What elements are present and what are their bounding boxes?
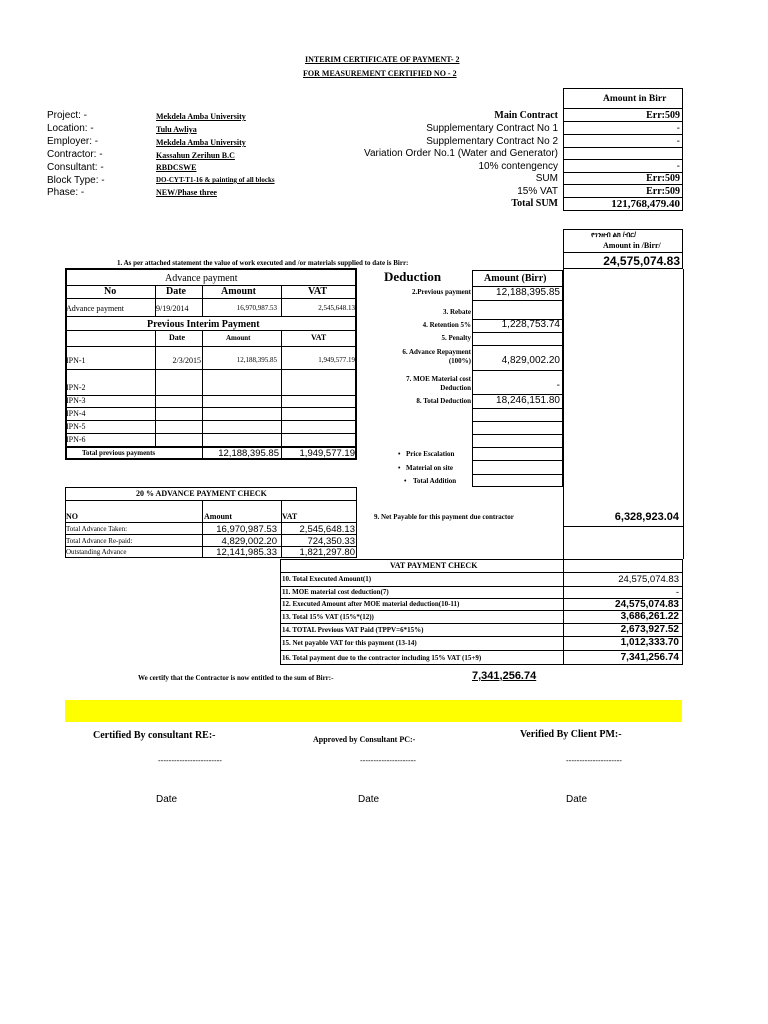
retention-label: 4. Retention 5% [422,321,471,329]
vat-row-12-value: 24,575,074.83 [615,599,679,610]
total-sum-value: 121,768,479.40 [611,198,680,210]
header-vat: VAT [308,286,328,297]
supplementary-1-value: - [676,123,680,134]
executed-amount-value: 24,575,074.83 [603,254,680,268]
price-escalation-label: Price Escalation [406,450,455,458]
rebate-label: 3. Rebate [443,308,471,316]
penalty-label: 5. Penalty [441,334,471,342]
advance-repaid-vat: 724,350.33 [307,536,355,547]
info-value-consultant: RBDCSWE [156,163,197,172]
outstanding-advance-amount: 12,141,985.33 [216,547,277,558]
info-label-consultant: Consultant: - [47,162,104,173]
net-payable-value: 6,328,923.04 [614,511,679,523]
info-value-employer: Mekdela Amba University [156,138,246,147]
supplementary-2-label: Supplementary Contract No 2 [426,136,558,147]
moe-material-value: - [556,380,560,391]
advance-taken-amount: 16,970,987.53 [216,524,277,535]
vat-row-10-label: 10. Total Executed Amount(1) [282,575,372,583]
ipn-3-no: IPN-3 [66,396,86,405]
previous-payment-value: 12,188,395.85 [496,287,560,298]
approved-by-date: Date [358,794,380,805]
verified-by-date: Date [566,794,588,805]
approved-by-title: Approved by Consultant PC:- [313,735,416,744]
price-escalation-bullet: • [398,450,401,458]
info-value-phase: NEW/Phase three [156,188,217,197]
vat-row-12-label: 12. Executed Amount after MOE material deduction(10-11) [282,600,460,608]
contingency-label: 10% contengency [478,161,558,172]
info-label-block-type: Block Type: - [47,175,105,186]
main-contract-value: Err:509 [646,110,680,121]
ipn-2-no: IPN-2 [66,383,86,392]
vat-row-11-value: - [675,587,679,598]
ipn-1-date: 2/3/2015 [172,356,201,365]
advance-repayment-value: 4,829,002.20 [501,355,560,366]
prev-header-vat: VAT [311,333,327,342]
material-on-site-bullet: • [398,464,401,472]
prev-header-date: Date [169,333,185,342]
vat-value: Err:509 [646,186,680,197]
previous-payment-label: 2.Previous payment [412,288,471,296]
total-previous-label: Total previous payments [82,449,156,457]
advance-row-amount: 16,970,987.53 [236,304,277,312]
highlight-band [65,700,682,722]
total-previous-amount: 12,188,395.85 [218,448,279,459]
total-previous-vat: 1,949,577.19 [299,448,355,459]
info-value-block-type: DO-CYT-T1-16 & painting of all blocks [156,176,275,184]
sum-label: SUM [535,173,558,184]
vat-row-11-label: 11. MOE material cost deduction(7) [282,588,389,596]
ipn-4-no: IPN-4 [66,409,86,418]
vat-row-14-value: 2,673,927.52 [620,624,679,635]
page-subtitle: FOR MEASUREMENT CERTIFIED NO - 2 [303,69,457,78]
advance-taken-label: Total Advance Taken: [66,525,128,533]
vat-row-14-label: 14. TOTAL Previous VAT Paid (TPPV=6*15%) [282,626,424,634]
deduction-amount-header: Amount (Birr) [484,273,547,284]
main-contract-label: Main Contract [494,110,558,121]
verified-by-title: Verified By Client PM:- [520,729,622,740]
vat-row-13-label: 13. Total 15% VAT (15%*(12)) [282,613,374,621]
advance-taken-vat: 2,545,648.13 [299,524,355,535]
info-value-project: Mekdela Amba University [156,112,246,121]
certified-by-line: ------------------------ [158,756,222,765]
certify-text: We certify that the Contractor is now entitled to the sum of Birr:- [138,674,334,682]
info-label-phase: Phase: - [47,187,85,198]
advance-check-title: 20 % ADVANCE PAYMENT CHECK [136,489,267,498]
info-value-contractor: Kassahun Zerihun B.C [156,151,235,160]
moe-material-deduction: Deduction [440,384,471,392]
advance-check-header-vat: VAT [282,512,298,521]
vat-label: 15% VAT [517,186,558,197]
contingency-value: - [676,161,680,172]
material-on-site-label: Material on site [406,464,454,472]
advance-check-header-no: NO [66,512,78,521]
variation-order-label: Variation Order No.1 (Water and Generator) [364,148,558,159]
info-value-location: Tulu Awliya [156,125,197,134]
verified-by-line: --------------------- [566,756,622,765]
vat-check-title: VAT PAYMENT CHECK [390,561,478,570]
advance-repayment-label: 6. Advance Repayment [402,348,471,356]
ipn-6-no: IPN-6 [66,435,86,444]
total-addition-label: Total Addition [413,477,457,485]
advance-repaid-label: Total Advance Re-paid: [66,537,133,545]
vat-row-15-label: 15. Net payable VAT for this payment (13-14) [282,639,417,647]
total-addition-bullet: • [404,477,407,485]
advance-row-date: 9/19/2014 [156,304,189,313]
ipn-1-vat: 1,949,577.19 [318,356,355,364]
contract-summary-header: Amount in Birr [603,94,667,104]
advance-row-vat: 2,545,648.13 [318,304,355,312]
total-deduction-label: 8. Total Deduction [416,397,471,405]
header-no: No [104,286,117,297]
advance-row-no: Advance payment [66,304,124,313]
header-amount: Amount [221,286,257,297]
amount-header-english: Amount in /Birr/ [603,241,661,250]
advance-check-header-amount: Amount [204,512,233,521]
outstanding-advance-vat: 1,821,297.80 [299,547,355,558]
previous-interim-title: Previous Interim Payment [147,319,260,330]
info-label-project: Project: - [47,110,88,121]
header-date: Date [166,286,186,297]
certified-by-title: Certified By consultant RE:- [93,730,216,741]
ipn-1-amount: 12,188,395.85 [236,356,277,364]
amount-header-amharic: የገንዘብ ልክ /ብር/ [591,232,637,239]
vat-row-16-value: 7,341,256.74 [620,652,679,663]
advance-payment-title: Advance payment [165,273,238,284]
deduction-title: Deduction [384,269,442,284]
info-label-employer: Employer: - [47,136,99,147]
advance-repaid-amount: 4,829,002.20 [221,536,277,547]
vat-row-15-value: 1,012,333.70 [620,637,679,648]
info-label-contractor: Contractor: - [47,149,103,160]
retention-value: 1,228,753.74 [501,319,560,330]
total-sum-label: Total SUM [511,198,558,209]
total-deduction-value: 18,246,151.80 [496,395,560,406]
page-title: INTERIM CERTIFICATE OF PAYMENT- 2 [305,55,460,64]
ipn-5-no: IPN-5 [66,422,86,431]
vat-row-16-label: 16. Total payment due to the contractor including 15% VAT (15+9) [282,654,482,662]
certify-value: 7,341,256.74 [472,670,537,682]
outstanding-advance-label: Outstanding Advance [66,548,127,556]
sum-value: Err:509 [646,173,680,184]
supplementary-1-label: Supplementary Contract No 1 [426,123,558,134]
ipn-1-no: IPN-1 [66,356,86,365]
moe-material-label: 7. MOE Material cost [406,375,471,383]
supplementary-2-value: - [676,136,680,147]
statement-text: 1. As per attached statement the value of work executed and /or materials supplied to date is Birr: [117,259,409,267]
info-label-location: Location: - [47,123,94,134]
advance-repayment-pct: (100%) [448,357,471,365]
certified-by-date: Date [156,794,178,805]
vat-row-13-value: 3,686,261.22 [620,611,679,622]
prev-header-amount: Amount [226,334,251,342]
vat-row-10-value: 24,575,074.83 [618,574,679,585]
approved-by-line: --------------------- [360,756,416,765]
net-payable-label: 9. Net Payable for this payment due contractor [374,513,514,521]
